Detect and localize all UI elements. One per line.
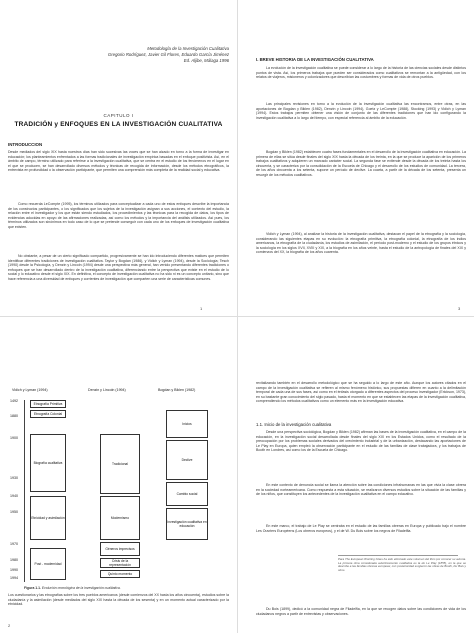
figure-caption-text: Evolución cronológica de la investigación cualitativa. bbox=[41, 586, 121, 590]
year-label: 1990 bbox=[10, 568, 18, 572]
year-label: 1940 bbox=[10, 494, 18, 498]
year-label: 1980 bbox=[10, 558, 18, 562]
paragraph: Bogdan y Biklen (1982) establecen cuatro fases fundamentales en el desarrollo de la investigación cualitativa en educación. La primera de ellas se sitúa desde finales del siglo XIX hasta la década de los treinta, en la que se produce la aparición de los primeros trabajos cualitativos y adquieren un marcado carácter social. La segunda fase se extiende desde la década de los treinta hasta los cincuenta, y se caracteriza por la consolidación de la Escuela de Chicago y el desarrollo de los estudios de comunidad. La tercera, de los años cincuenta a los setenta, supone un período de declive. La cuarta, a partir de la década de los setenta, presenta un resurgir de los métodos cualitativos. bbox=[256, 150, 466, 177]
paragraph: Du Bois (1899), dedicó a la comunidad negra de Filadelfia, en la que se recogen datos sobre las condiciones de vida de los ciudadanos negros a partir de entrevistas y observaciones. bbox=[256, 607, 466, 616]
phase-box: Quinto momento bbox=[100, 570, 140, 578]
phase-box: Crisis de la representación bbox=[100, 558, 140, 568]
chapter-title: TRADICIÓN y ENFOQUES EN LA INVESTIGACIÓN CUALITATIVA bbox=[14, 121, 223, 128]
section-heading: INTRODUCCION bbox=[8, 142, 43, 147]
phase-box: Biografía cualitativa bbox=[30, 434, 66, 492]
year-label: 1970 bbox=[10, 542, 18, 546]
column-heading-bogdan: Bogdan y Biklen (1982) bbox=[158, 388, 196, 392]
header-line: Ed. Aljibe, Málaga 1996 bbox=[183, 58, 229, 63]
paragraph: La evolución de la investigación cualitativa se puede considerar a lo largo de la historia de las ciencias sociales desde distintos puntos de vista. Así, los primeros trabajos que pueden ser considerados como cualitativos se remontan a la antigüedad, con los relatos de viajeros, misioneros y colonizadores que describían las costumbres y formas de vida de otros pueblos. bbox=[256, 66, 466, 80]
phase-box: Etnografía Colonial bbox=[30, 410, 66, 418]
phase-box: Etnicidad y asimilación bbox=[30, 496, 66, 540]
year-label: 1994 bbox=[10, 576, 18, 580]
timeline-axis bbox=[24, 400, 25, 582]
phase-box: Etnografía Primitiva bbox=[30, 400, 66, 408]
paragraph: Vidich y Lyman (1994), al analizar la historia de la investigación cualitativa, destacan el papel de la etnografía y la sociología, considerando las siguientes etapas en su evolución: la etnografía primitiva, la etnografía colonial, la etnografía de los indios americanos, la etnografía de la ciudadanía, los estudios de asimilación, el período post-moderno y el estudio de los grupos étnicos y la sociología en los siglos XVII, XVIII y XIX, a la biografía en los años veinte, hasta el estudio de la antropología de finales del XIX y comienzos del XX, la biografía de los años cuarenta. bbox=[256, 232, 466, 255]
section-heading: 1.1. Inicio de la investigación cualitativa bbox=[256, 422, 332, 427]
column-heading-denzin: Denzin y Lincoln (1994) bbox=[88, 388, 126, 392]
paragraph: Las principales revisiones en torno a la evolución de la investigación cualitativa las encontramos, entre otras, en las aportaciones de Bogdan y Biklen (1982), Denzin y Lincoln (1994), Goetz y LeCompte (1988), Stocking (1993) y Vidich y Lyman (1994). Estos trabajos permiten obtener una visión de conjunto de las diferentes tradiciones que han ido configurando la investigación cualitativa a lo largo del tiempo, con especial referencia al ámbito de la educación. bbox=[256, 102, 466, 120]
phase-box: Cambio social bbox=[166, 482, 208, 506]
footnote-divider bbox=[338, 555, 458, 556]
year-label: 1900 bbox=[10, 436, 18, 440]
paragraph: Como recuerda LeCompte (1995), los términos utilizados para conceptualizar a cada uno de estos enfoques describe la importancia de los constructos participantes, o los significados que los sujetos de la investigación asignan a sus acciones, el contexto del estudio, la relación entre el investigador y los que están siendo estudiados, los procedimientos y las técnicas para la recogida de datos, los tipos de evidencias aducidas en apoyo de las afirmaciones realizadas, así como los métodos y la importancia del análisis utilizados. Así pues, los términos utilizados son sinónimos en todo caso de lo que se pretende conseguir con cada uno de los enfoques de investigación cualitativa que existen. bbox=[8, 202, 229, 229]
year-label: 1880 bbox=[10, 414, 18, 418]
year-label: 1492 bbox=[10, 399, 18, 403]
paragraph: Desde mediados del siglo XIX hasta nuestros días han sido sucesivas las voces que se han alzado en torno a la forma de investigar en educación; los planteamientos enfrentados a las formas tradicionales de investigación empírica basadas en el enfoque positivista. Así, en el ámbito de campo, término utilizado para referirse a la investigación cualitativa, que se centra en el estudio de los fenómenos en el lugar en el que se producen, se han desarrollado diversos métodos y técnicas de recogida de información, desde los métodos etnográficos, la entrevista en profundidad o la observación participante, que permiten una comprensión más completa de la realidad social y educativa. bbox=[8, 150, 229, 173]
paragraph: Desde una perspectiva sociológica, Bogdan y Biklen (1982) afirman las bases de la investigación cualitativa, en el campo de la educación, en la investigación social desarrollada desde finales del siglo XIX en los Estados Unidos, como el resultado de la preocupación por los problemas sociales derivados del crecimiento industrial y de la urbanización, destacando las aportaciones de Le Play en Europa, quien empleó la observación participante en el estudio de las familias de clase trabajadora, y los trabajos de Booth en Londres, así como los de la Escuela de Chicago. bbox=[256, 430, 466, 453]
paragraph: Los cuestionarios y las etnografías sobre los tres pueblos americanos (desde comienzos del XX hasta los años cincuenta), estudios sobre la ciudadanía y la asimilación (desde mediados del siglo XIX hasta la década de los sesenta) y en un momento actual caracterizado por la etnicidad. bbox=[8, 593, 229, 607]
page-number: 2 bbox=[8, 623, 11, 628]
year-label: 1930 bbox=[10, 476, 18, 480]
phase-box: Declive bbox=[166, 440, 208, 480]
book-reference-header bbox=[59, 46, 229, 64]
figure-caption-label: Figura 1.1. bbox=[24, 586, 41, 590]
footnote: Para The European Working Class ha sido eliminado este volumen del libro por conocer su autoría. La primera obra considerada auténticamente cualitativa es la de Le Play (1855), en la que se describe a las familias obreras europeas; con posterioridad surgieron las obras de Booth, Du Bois y otros. bbox=[338, 558, 466, 572]
page-number: 1 bbox=[200, 306, 203, 311]
header-line: Metodología de la Investigación Cualitativa bbox=[147, 46, 229, 51]
page-number: 3 bbox=[458, 306, 461, 311]
header-line: Gregorio Rodríguez, Javier Gil Flores, Eduardo García Jiménez bbox=[107, 52, 229, 57]
chapter-label: CAPITULO I bbox=[103, 113, 134, 118]
page-4 bbox=[237, 316, 474, 633]
page-1 bbox=[0, 0, 237, 316]
paragraph: En este contexto de denuncia social se llama la atención sobre las condiciones infrahumanas en las que vivía la clase obrera en la sociedad norteamericana. Como respuesta a esta situación, se realizaron diversos estudios sobre la situación de las familias y de los niños, que constituyen los antecedentes de la investigación cualitativa en el campo educativo. bbox=[256, 483, 466, 497]
year-label: 1950 bbox=[10, 510, 18, 514]
phase-box: Post - modernidad bbox=[30, 548, 66, 580]
phase-box: Géneros imprecisos bbox=[100, 542, 140, 556]
section-heading: I. BREVE HISTORIA DE LA INVESTIGACIÓN CUALITATIVA bbox=[256, 57, 374, 62]
paragraph: En este marco, el trabajo de Le Play se centraba en el estudio de las familias obreras en Europa y publicado bajo el nombre Les Ouvriers Européens (Los obreros europeos), y el de W. Du Bois sobre los negros de Filadelfia. bbox=[256, 524, 466, 533]
paragraph: revitalizando también en el desarrollo metodológico que se ha seguido a lo largo de este año. Aunque los autores citados en el campo de la investigación cualitativa se refieren al mismo fenómeno histórico, sus propuestas difieren en cuanto a la delimitación temporal de cada una de sus fases, así como en el énfasis otorgado a diferentes aspectos del proceso investigador (Erickson, 1973), en su bastante gran conocimiento del siglo pasado, hasta el momento en que se establecen las etapas de la investigación cualitativa, comprendiendo los métodos cualitativos como un elemento más en la investigación educativa. bbox=[256, 381, 466, 404]
phase-box: Tradicional bbox=[100, 434, 140, 494]
column-heading-vidich: Vidich y Lyman (1994) bbox=[12, 388, 48, 392]
paragraph: No obstante, a pesar de un cierto significado compartido, progresivamente se han ido introduciendo diferentes matices que permiten identificar diferentes tradiciones de investigación cualitativa. Taylor y Bogdan (1986), y Vidich y Lyman (1994), desde la Sociología; Tesch (1990) desde la Psicología, y Denzin y Lincoln (1994) desde una perspectiva más general, han venido presentando diferentes tradiciones o enfoques que se han desarrollado dentro de la investigación cualitativa, diferenciando entre la perspectiva que existe en el estudio de lo social y lo educativo desde el siglo XIX. En definitiva, el concepto de investigación cualitativa no ha sido ni es un concepto unitario, sino que hace referencia a una diversidad de enfoques y corrientes de investigación que comparten una serie de características comunes. bbox=[8, 254, 229, 281]
phase-box: Investigación cualitativa en educación bbox=[166, 508, 208, 540]
chronology-figure bbox=[8, 388, 230, 582]
figure-caption bbox=[24, 586, 121, 590]
page-2 bbox=[237, 0, 474, 316]
phase-box: Inicios bbox=[166, 410, 208, 438]
phase-box: Modernismo bbox=[100, 496, 140, 540]
